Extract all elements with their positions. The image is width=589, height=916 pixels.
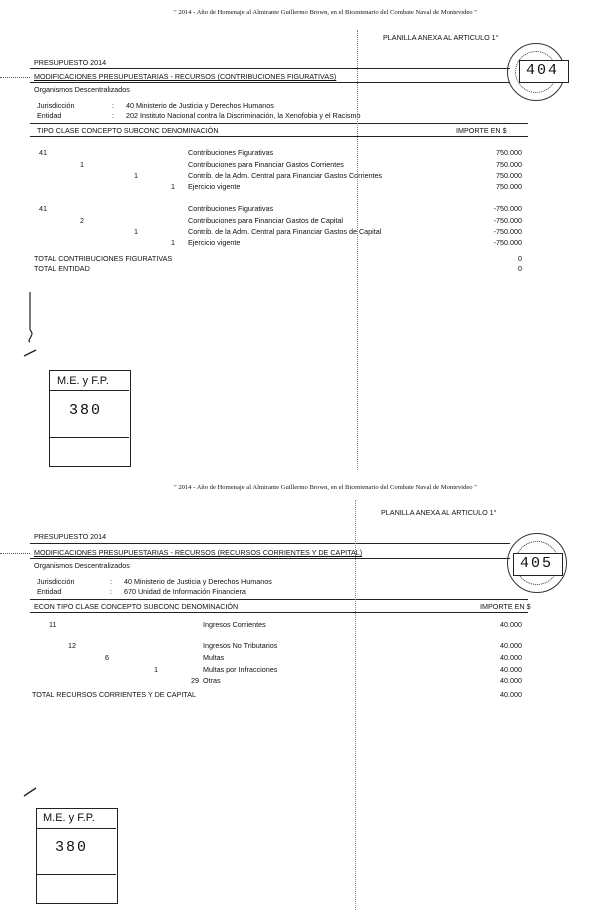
entity-value: 670 Unidad de Información Financiera: [124, 587, 246, 596]
row-desc: Contribuciones para Financiar Gastos de Capital: [188, 216, 344, 225]
commemorative-motto: " 2014 - Año de Homenaje al Almirante Guillermo Brown, en el Bicentenario del Combate Naval de Montevideo ": [174, 484, 477, 491]
total-label: TOTAL RECURSOS CORRIENTES Y DE CAPITAL: [32, 690, 197, 699]
stamp-title: M.E. y F.P.: [57, 375, 109, 387]
row-amount: 40.000: [500, 641, 522, 650]
entity-label: Entidad: [37, 587, 62, 596]
table-header-amount: IMPORTE EN $: [480, 602, 531, 611]
row-desc: Contrib. de la Adm. Central para Financiar Gastos Corrientes: [188, 171, 383, 180]
row-amount: 750.000: [496, 148, 522, 157]
row-code: 1: [171, 182, 175, 191]
total-amount: 0: [518, 264, 522, 273]
row-amount: 750.000: [496, 182, 522, 191]
budget-year: PRESUPUESTO 2014: [34, 58, 107, 67]
row-desc: Contribuciones para Financiar Gastos Corrientes: [188, 160, 344, 169]
organism-type: Organismos Descentralizados: [34, 561, 130, 570]
row-code: 12: [68, 641, 76, 650]
row-amount: 750.000: [496, 171, 522, 180]
folio-number: 404: [526, 62, 560, 79]
section-title: MODIFICACIONES PRESUPUESTARIAS - RECURSOS (CONTRIBUCIONES FIGURATIVAS): [34, 72, 337, 81]
total-label: TOTAL ENTIDAD: [34, 264, 90, 273]
row-code: 41: [39, 204, 47, 213]
jurisdiction-label: Jurisdicción: [37, 577, 75, 586]
annex-title: PLANILLA ANEXA AL ARTICULO 1°: [383, 33, 499, 42]
row-desc: Contribuciones Figurativas: [188, 148, 274, 157]
table-header-amount: IMPORTE EN $: [456, 126, 507, 135]
jurisdiction-value: 40 Ministerio de Justicia y Derechos Humanos: [124, 577, 272, 586]
organism-type: Organismos Descentralizados: [34, 85, 130, 94]
table-header-columns: TIPO CLASE CONCEPTO SUBCONC DENOMINACIÓN: [37, 126, 219, 135]
row-amount: 40.000: [500, 653, 522, 662]
row-desc: Multas por Infracciones: [203, 665, 278, 674]
row-amount: -750.000: [493, 216, 522, 225]
row-code: 1: [80, 160, 84, 169]
row-amount: 750.000: [496, 160, 522, 169]
stamp-number: 380: [69, 402, 103, 419]
jurisdiction-label: Jurisdicción: [37, 101, 75, 110]
row-desc: Ingresos No Tributarios: [203, 641, 278, 650]
total-amount: 40.000: [500, 690, 522, 699]
entity-label: Entidad: [37, 111, 62, 120]
row-desc: Ejercicio vigente: [188, 238, 241, 247]
row-code: 11: [49, 620, 57, 629]
stamp-title: M.E. y F.P.: [43, 812, 95, 824]
row-code: 41: [39, 148, 47, 157]
total-label: TOTAL CONTRIBUCIONES FIGURATIVAS: [34, 254, 173, 263]
handwritten-mark-icon: [22, 780, 42, 800]
row-amount: -750.000: [493, 238, 522, 247]
row-desc: Contrib. de la Adm. Central para Financiar Gastos de Capital: [188, 227, 382, 236]
row-amount: 40.000: [500, 676, 522, 685]
row-code: 2: [80, 216, 84, 225]
entity-value: 202 Instituto Nacional contra la Discriminación, la Xenofobia y el Racismo: [126, 111, 361, 120]
row-desc: Contribuciones Figurativas: [188, 204, 274, 213]
row-code: 1: [171, 238, 175, 247]
row-amount: -750.000: [493, 204, 522, 213]
budget-year: PRESUPUESTO 2014: [34, 532, 107, 541]
row-desc: Multas: [203, 653, 225, 662]
table-header-columns: ECON TIPO CLASE CONCEPTO SUBCONC DENOMINACIÓN: [34, 602, 239, 611]
row-amount: 40.000: [500, 620, 522, 629]
total-amount: 0: [518, 254, 522, 263]
section-title: MODIFICACIONES PRESUPUESTARIAS - RECURSOS (RECURSOS CORRIENTES Y DE CAPITAL): [34, 548, 363, 557]
handwritten-mark-icon: [22, 290, 42, 360]
jurisdiction-value: 40 Ministerio de Justicia y Derechos Humanos: [126, 101, 274, 110]
row-code: 29: [191, 676, 199, 685]
row-desc: Ejercicio vigente: [188, 182, 241, 191]
row-code: 1: [134, 171, 138, 180]
stamp-number: 380: [55, 839, 89, 856]
row-amount: -750.000: [493, 227, 522, 236]
row-desc: Ingresos Corrientes: [203, 620, 266, 629]
row-code: 6: [105, 653, 109, 662]
row-code: 1: [134, 227, 138, 236]
commemorative-motto: " 2014 - Año de Homenaje al Almirante Guillermo Brown, en el Bicentenario del Combate Naval de Montevideo ": [174, 9, 477, 16]
row-code: 1: [154, 665, 158, 674]
row-desc: Otras: [203, 676, 221, 685]
row-amount: 40.000: [500, 665, 522, 674]
folio-number: 405: [520, 555, 554, 572]
annex-title: PLANILLA ANEXA AL ARTICULO 1°: [381, 508, 497, 517]
